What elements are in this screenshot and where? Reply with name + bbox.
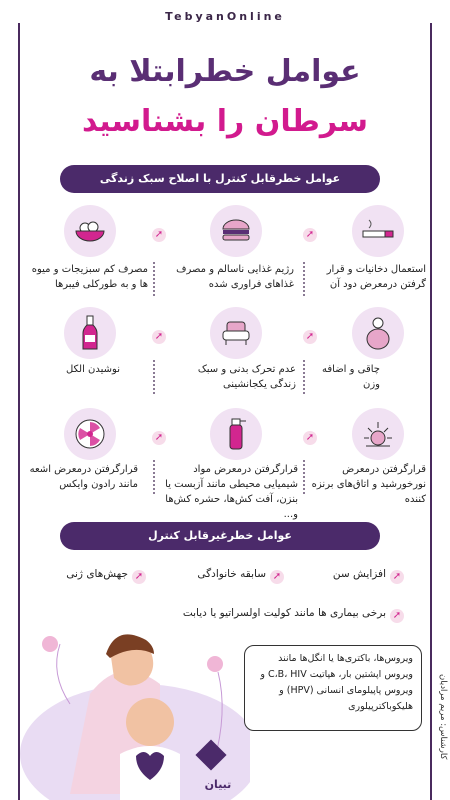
sun-icon <box>352 408 404 460</box>
arrow-icon: ➚ <box>152 228 166 242</box>
radiation-icon <box>64 408 116 460</box>
divider <box>303 262 305 296</box>
title-line2: سرطان را بشناسید <box>81 104 369 139</box>
factor-label: نوشیدن الکل <box>65 364 120 375</box>
factor-label: قرارگرفتن درمعرض مواد شیمیایی محیطی مانند آزبست یا بنزن، آفت کش‌ها، حشره کش‌ها و... <box>165 464 298 520</box>
uncontrollable-item: سابقه خانوادگی <box>197 568 266 580</box>
arrow-icon: ➚ <box>152 431 166 445</box>
family-illustration <box>20 604 250 800</box>
factor-label: چاقی و اضافه وزن <box>322 364 380 390</box>
arrow-icon: ➚ <box>303 431 317 445</box>
factor-label: قرارگرفتن درمعرض نورخورشید و اتاق‌های برنزه کننده <box>311 464 426 505</box>
factor-label: عدم تحرک بدنی و سبک زندگی یکجانشینی <box>197 364 296 390</box>
divider <box>303 460 305 494</box>
wine-bottle-icon <box>64 307 116 359</box>
arrow-icon: ➚ <box>270 570 284 584</box>
disease-line: برخی بیماری ها مانند کولیت اولسراتیو یا دیابت <box>182 607 386 619</box>
factor-label: مصرف کم سبزیجات و میوه ها و به طورکلی فیبرها <box>31 264 148 290</box>
uncontrollable-item: افزایش سن <box>332 568 386 580</box>
divider <box>153 262 155 296</box>
arrow-icon: ➚ <box>390 609 404 623</box>
arrow-icon: ➚ <box>132 570 146 584</box>
salad-bowl-icon <box>64 205 116 257</box>
divider <box>153 360 155 394</box>
factor-label: رژیم غذایی ناسالم و مصرف غذاهای فراوری شده <box>176 264 294 290</box>
cigarette-icon <box>352 205 404 257</box>
overweight-person-icon <box>352 307 404 359</box>
site-name: TebyanOnline <box>0 10 450 23</box>
arrow-icon: ➚ <box>303 228 317 242</box>
credit-text: کارشناس: مریم مرادیان <box>438 674 448 760</box>
virus-info-box: ویروس‌ها، باکتری‌ها یا انگل‌ها مانند ویروس اپشتین بار، هپاتیت C،B، HIV و ویروس پاپیلومای انسانی (HPV) و هلیکوباکترپیلوری <box>244 645 422 731</box>
arrow-icon: ➚ <box>152 330 166 344</box>
section-uncontrollable-header: عوامل خطرغیرقابل کنترل <box>60 522 380 550</box>
factor-label: قرارگرفتن درمعرض اشعه مانند رادون وایکس <box>29 464 138 490</box>
arrow-icon: ➚ <box>390 570 404 584</box>
logo-text: تبیان <box>204 778 232 791</box>
title-line1: عوامل خطرابتلا به <box>89 54 361 89</box>
armchair-icon <box>210 307 262 359</box>
burger-icon <box>210 205 262 257</box>
arrow-icon: ➚ <box>303 330 317 344</box>
divider <box>303 360 305 394</box>
factor-label: استعمال دخانیات و قرار گرفتن درمعرض دود آن <box>326 264 426 290</box>
divider <box>153 460 155 494</box>
uncontrollable-item: جهش‌های ژنی <box>66 568 128 580</box>
spray-bottle-icon <box>210 408 262 460</box>
section-controllable-header: عوامل خطرقابل کنترل با اصلاح سبک زندگی <box>60 165 380 193</box>
